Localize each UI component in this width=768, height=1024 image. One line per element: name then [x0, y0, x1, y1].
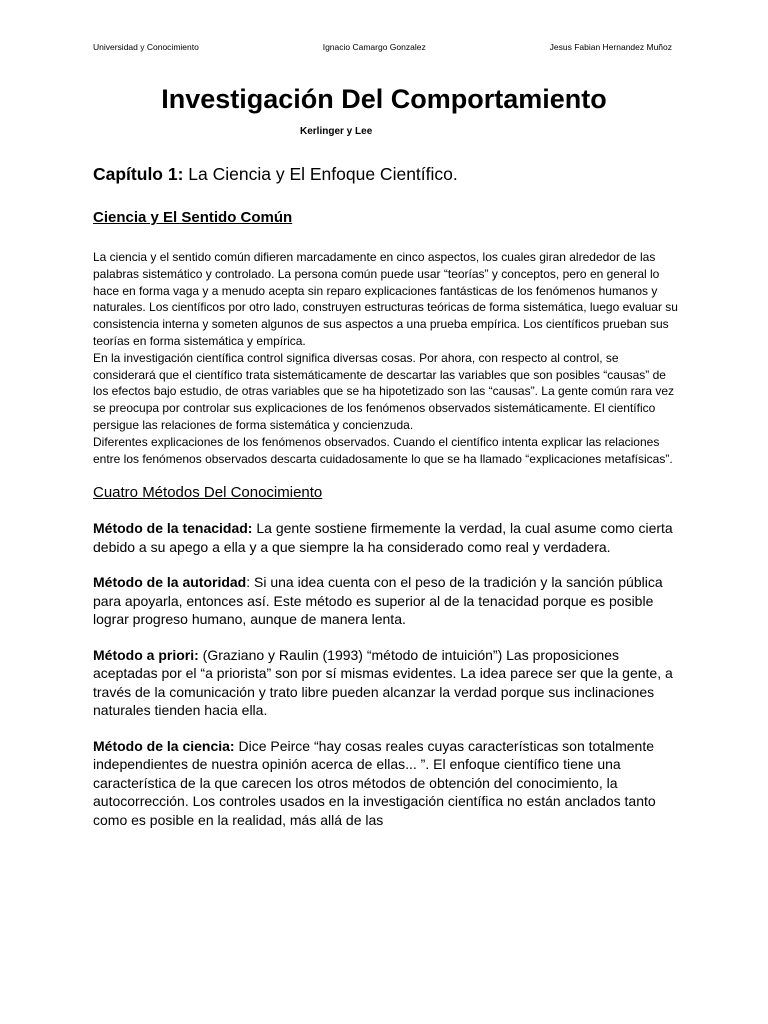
section-ciencia-text	[93, 249, 678, 467]
page-header	[93, 42, 672, 52]
method-text: : Si una idea cuenta con el peso de la tradición y la sanción pública para apoyarla, entonces así. Este método es superior al de la tenacidad porque es posible lograr progreso humano, aunque de manera lenta.	[93, 574, 663, 628]
method-text: Dice Peirce “hay cosas reales cuyas características son totalmente independientes de nuestra opinión acerca de ellas... ”. El enfoque científico tiene una característica de la que carecen los otros métodos de obtención del conocimiento, la autocorrección. Los controles usados en la investigación científica no están anclados tanto como es posible en la realidad, más allá de las	[93, 737, 656, 828]
method-label: Método de la ciencia:	[93, 737, 235, 754]
paragraph: La ciencia y el sentido común difieren marcadamente en cinco aspectos, los cuales giran alrededor de las palabras sistemático y controlado. La persona común puede usar “teorías” y conceptos, pero en general lo hace en forma vaga y a menudo acepta sin reparo explicaciones fantásticas de los fenómenos humanos y naturales. Los científicos por otro lado, construyen estructuras teóricas de forma sistemática, luego evaluar su consistencia interna y someten algunos de sus aspectos a una prueba empírica. Los científicos prueban sus teorías en forma sistemática y empírica.	[93, 250, 678, 348]
method-label: Método de la tenacidad:	[93, 520, 253, 537]
method-paragraph	[93, 737, 678, 830]
document-subtitle: Kerlinger y Lee	[300, 126, 373, 137]
method-text: (Graziano y Raulin (1993) “método de intuición”) Las proposiciones aceptadas por el “a priorista” son por sí mismas evidentes. La idea parece ser que la gente, a través de la comunicación y trato libre pueden alcanzar la verdad porque sus inclinaciones naturales tienden hacia ella.	[93, 646, 673, 719]
chapter-heading	[93, 164, 678, 185]
chapter-title: La Ciencia y El Enfoque Científico.	[183, 164, 458, 184]
paragraph: En la investigación científica control significa diversas cosas. Por ahora, con respecto al control, se considerará que el científico trata sistemáticamente de descartar las variables que son posibles “causas” de los efectos bajo estudio, de otras variables que se ha hipotetizado son las “causas”. La gente común rara vez se preocupa por controlar sus explicaciones de los fenómenos observados sistemáticamente. El científico persigue las relaciones de forma sistemática y concienzuda.	[93, 350, 675, 432]
header-left: Universidad y Conocimiento	[93, 42, 199, 52]
section-heading-metodos: Cuatro Métodos Del Conocimiento	[93, 484, 323, 502]
method-paragraph	[93, 646, 678, 720]
method-label: Método a priori:	[93, 646, 199, 663]
header-center: Ignacio Camargo Gonzalez	[322, 42, 426, 52]
method-paragraph	[93, 519, 678, 556]
document-body	[93, 164, 678, 846]
method-label: Método de la autoridad	[93, 574, 247, 591]
method-paragraph	[93, 573, 678, 629]
header-right: Jesus Fabian Hernandez Muñoz	[549, 42, 672, 52]
section-heading-ciencia: Ciencia y El Sentido Común	[93, 209, 293, 226]
method-text: La gente sostiene firmemente la verdad, la cual asume como cierta debido a su apego a ella y a que siempre la ha considerado como real y verdadera.	[93, 520, 673, 555]
paragraph: Diferentes explicaciones de los fenómenos observados. Cuando el científico intenta explicar las relaciones entre los fenómenos observados descarta cuidadosamente lo que se ha llamado “explicaciones metafísicas”.	[93, 434, 673, 466]
document-title: Investigación Del Comportamiento	[161, 84, 607, 114]
chapter-label: Capítulo 1:	[93, 164, 184, 184]
